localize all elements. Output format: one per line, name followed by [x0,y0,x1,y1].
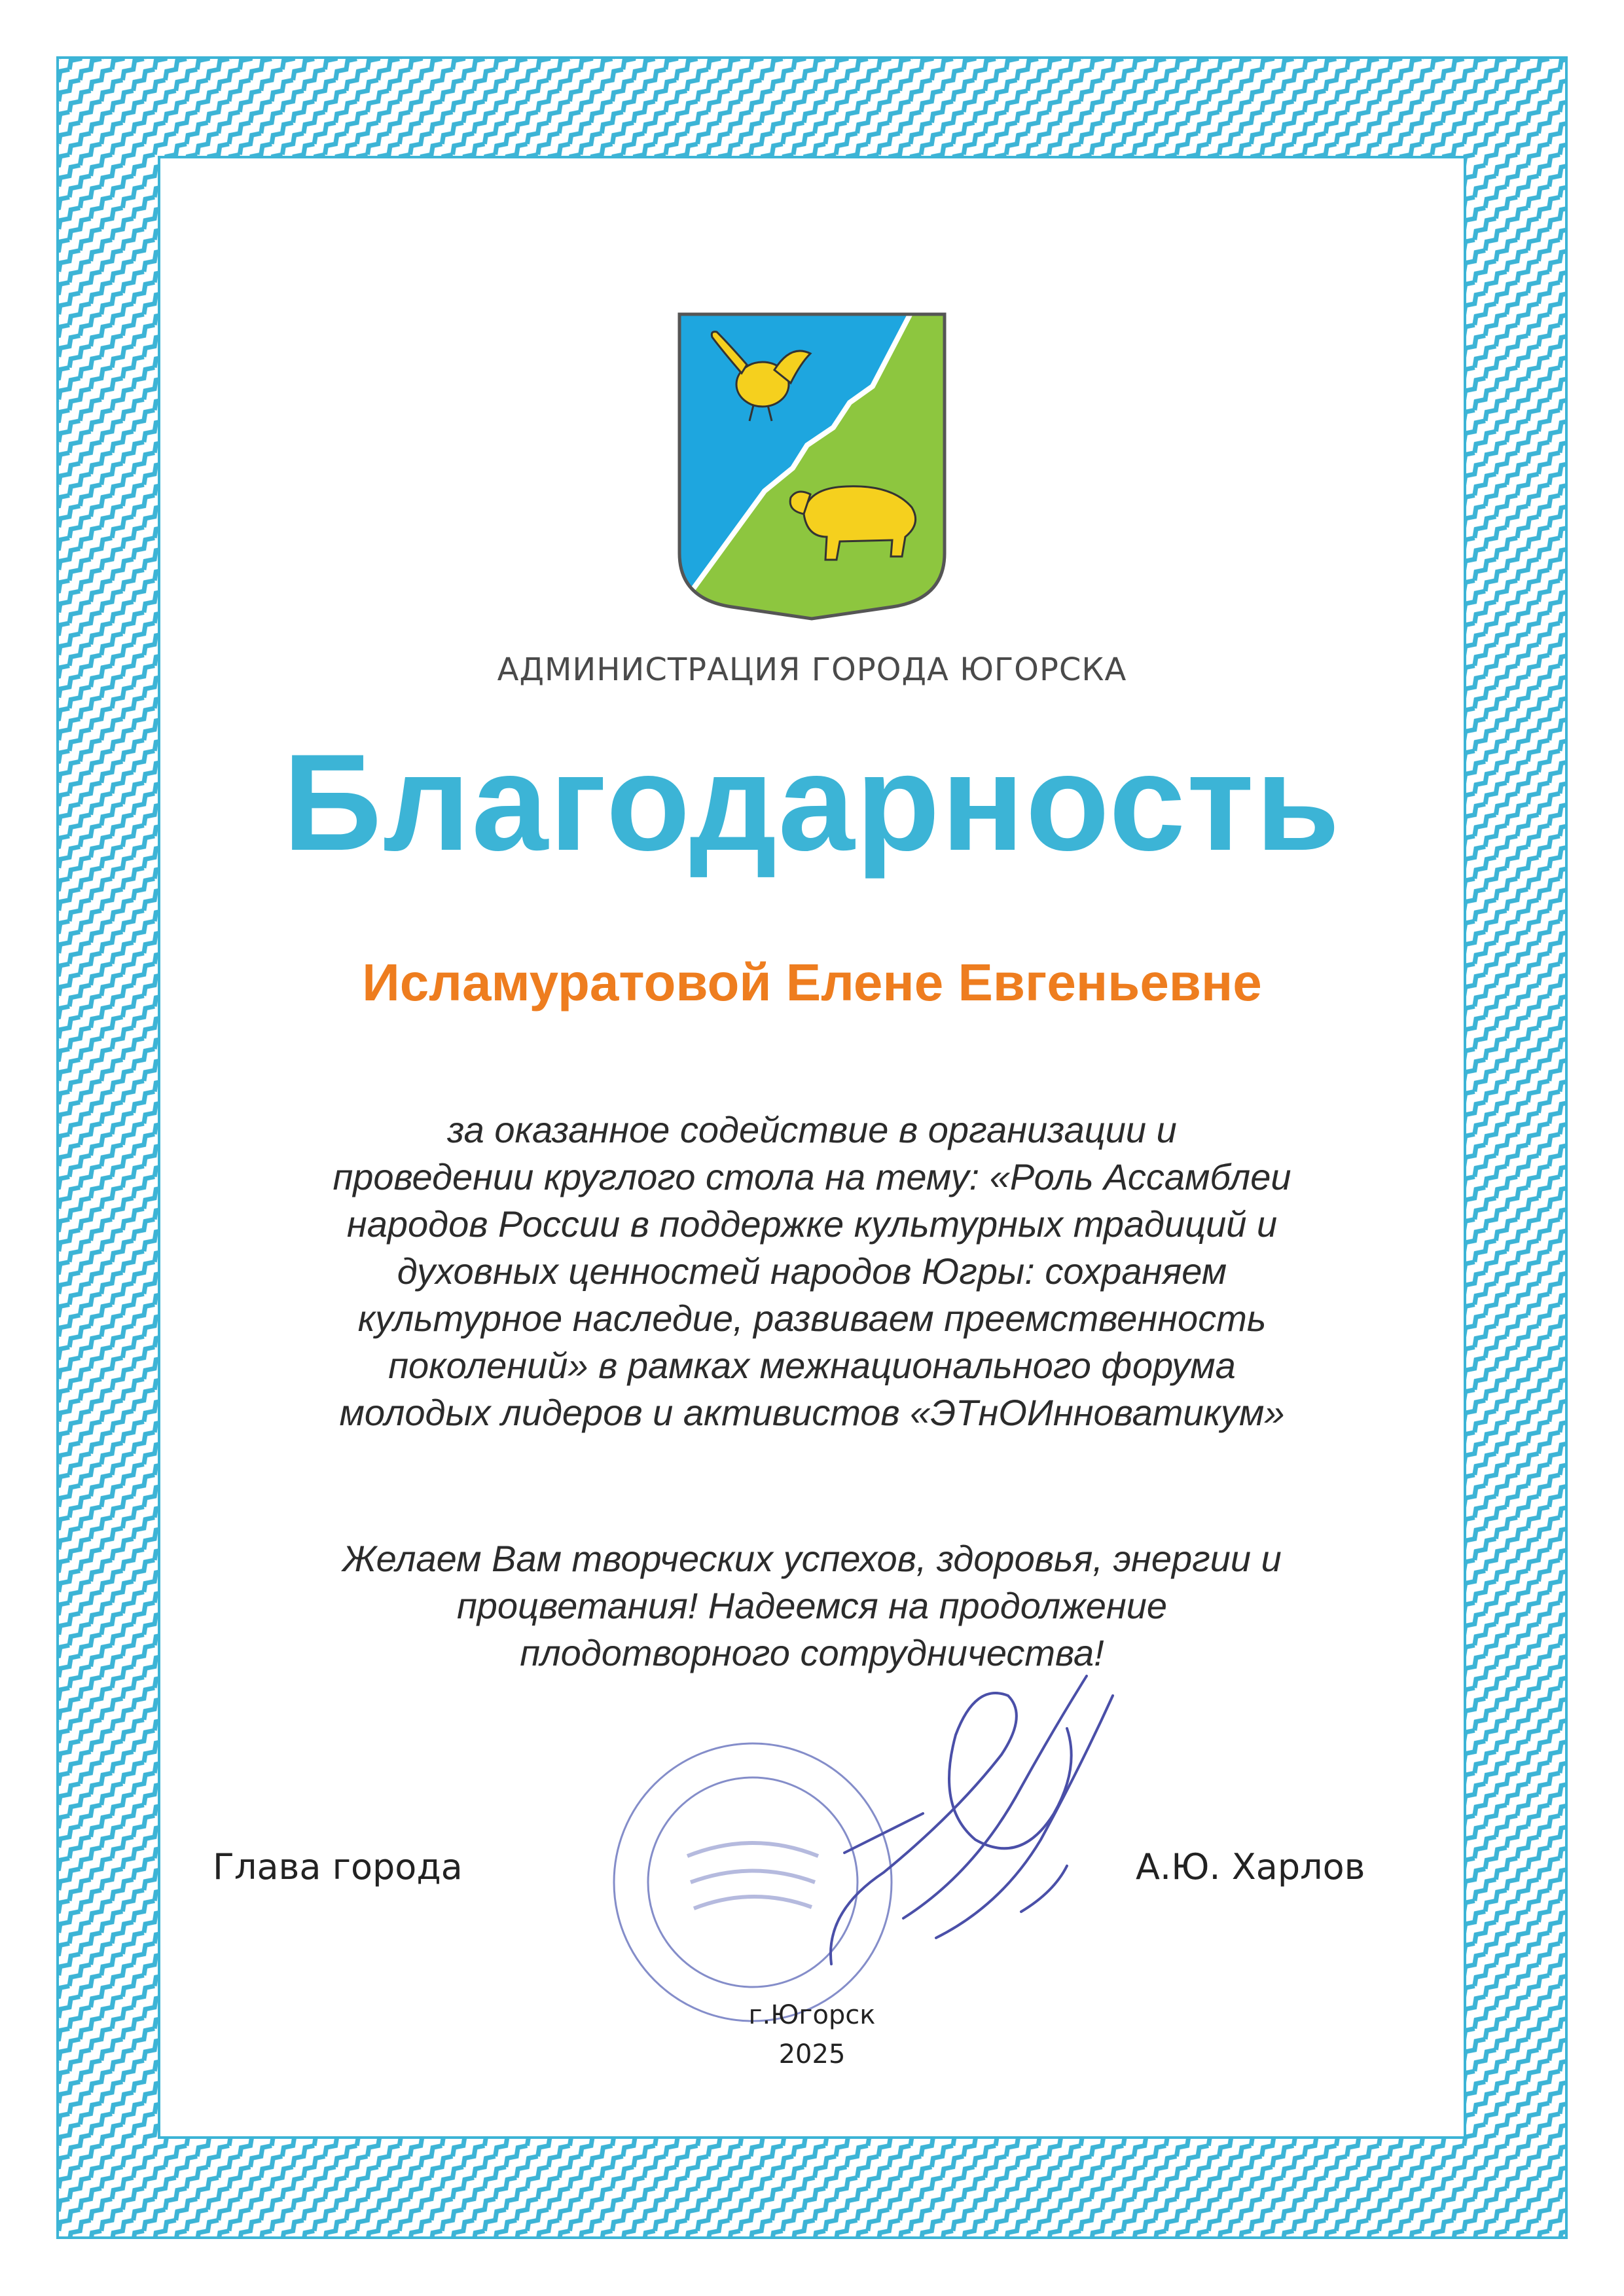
text-line: поколений» в рамках межнационального форума [388,1345,1236,1386]
text-line: процветания! Надеемся на продолжение [456,1585,1168,1626]
text-line: за оказанное содействие в организации и [447,1109,1177,1150]
recipient-name: Исламуратовой Елене Евгеньевне [362,953,1262,1011]
wishes-text [196,1535,1428,1677]
issue-city: г.Югорск [748,2000,876,2030]
certificate-title: Благодарность [283,725,1341,879]
handwritten-signature-icon [805,1656,1211,1971]
text-line: плодотворного сотрудничества! [520,1632,1104,1673]
text-line: проведении круглого стола на тему: «Роль Ассамблеи [333,1156,1291,1197]
text-line: Желаем Вам творческих успехов, здоровья, энергии и [342,1538,1282,1579]
text-line: молодых лидеров и активистов «ЭТнОИнноватикум» [339,1392,1285,1433]
text-line: культурное наследие, развиваем преемственность [357,1298,1267,1339]
organization-name: АДМИНИСТРАЦИЯ ГОРОДА ЮГОРСКА [497,651,1127,688]
text-line: народов России в поддержке культурных традиций и [346,1203,1278,1245]
signatory-name: А.Ю. Харлов [1136,1846,1365,1887]
gratitude-text [216,1106,1408,1436]
issue-year: 2025 [778,2039,846,2069]
signatory-position: Глава города [213,1846,463,1887]
coat-of-arms-icon [676,311,948,622]
text-line: духовных ценностей народов Югры: сохраняем [397,1250,1227,1292]
